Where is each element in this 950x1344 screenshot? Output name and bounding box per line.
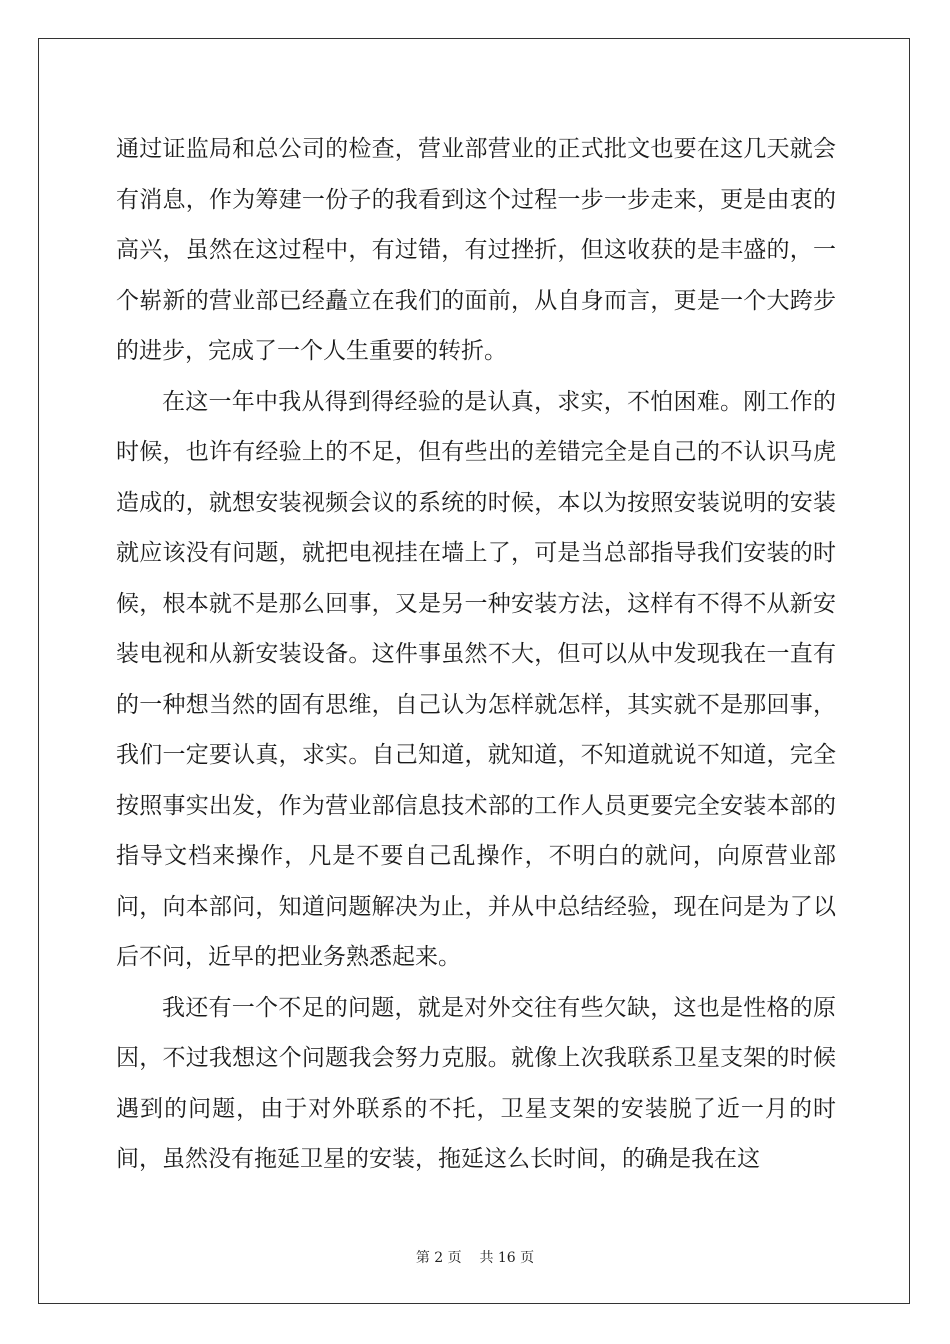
paragraph-3: 我还有一个不足的问题，就是对外交往有些欠缺，这也是性格的原因，不过我想这个问题我会努力克服。就像上次我联系卫星支架的时候遇到的问题，由于对外联系的不托，卫星支架的安装脱了近一月的时间，虽然没有拖延卫星的安装，拖延这么长时间，的确是我在这: [116, 994, 836, 1172]
page-total: 共 16 页: [479, 1250, 535, 1266]
page-footer: [0, 1247, 950, 1267]
page-number: 第 2 页: [415, 1250, 462, 1266]
paragraph-1: 通过证监局和总公司的检查，营业部营业的正式批文也要在这几天就会有消息，作为筹建一份子的我看到这个过程一步一步走来，更是由衷的高兴，虽然在这过程中，有过错，有过挫折，但这收获的是丰盛的，一个崭新的营业部已经矗立在我们的面前，从自身而言，更是一个大跨步的进步，完成了一个人生重要的转折。: [116, 136, 836, 364]
paragraph-2: 在这一年中我从得到得经验的是认真，求实，不怕困难。刚工作的时候，也许有经验上的不足，但有些出的差错完全是自己的不认识马虎造成的，就想安装视频会议的系统的时候，本以为按照安装说明的安装就应该没有问题，就把电视挂在墙上了，可是当总部指导我们安装的时候，根本就不是那么回事，又是另一种安装方法，这样有不得不从新安装电视和从新安装设备。这件事虽然不大，但可以从中发现我在一直有的一种想当然的固有思维，自己认为怎样就怎样，其实就不是那回事，我们一定要认真，求实。自己知道，就知道，不知道就说不知道，完全按照事实出发，作为营业部信息技术部的工作人员更要完全安装本部的指导文档来操作，凡是不要自己乱操作，不明白的就问，向原营业部问，向本部问，知道问题解决为止，并从中总结经验，现在问是为了以后不问，近早的把业务熟悉起来。: [116, 388, 836, 970]
document-body: [116, 124, 836, 1185]
